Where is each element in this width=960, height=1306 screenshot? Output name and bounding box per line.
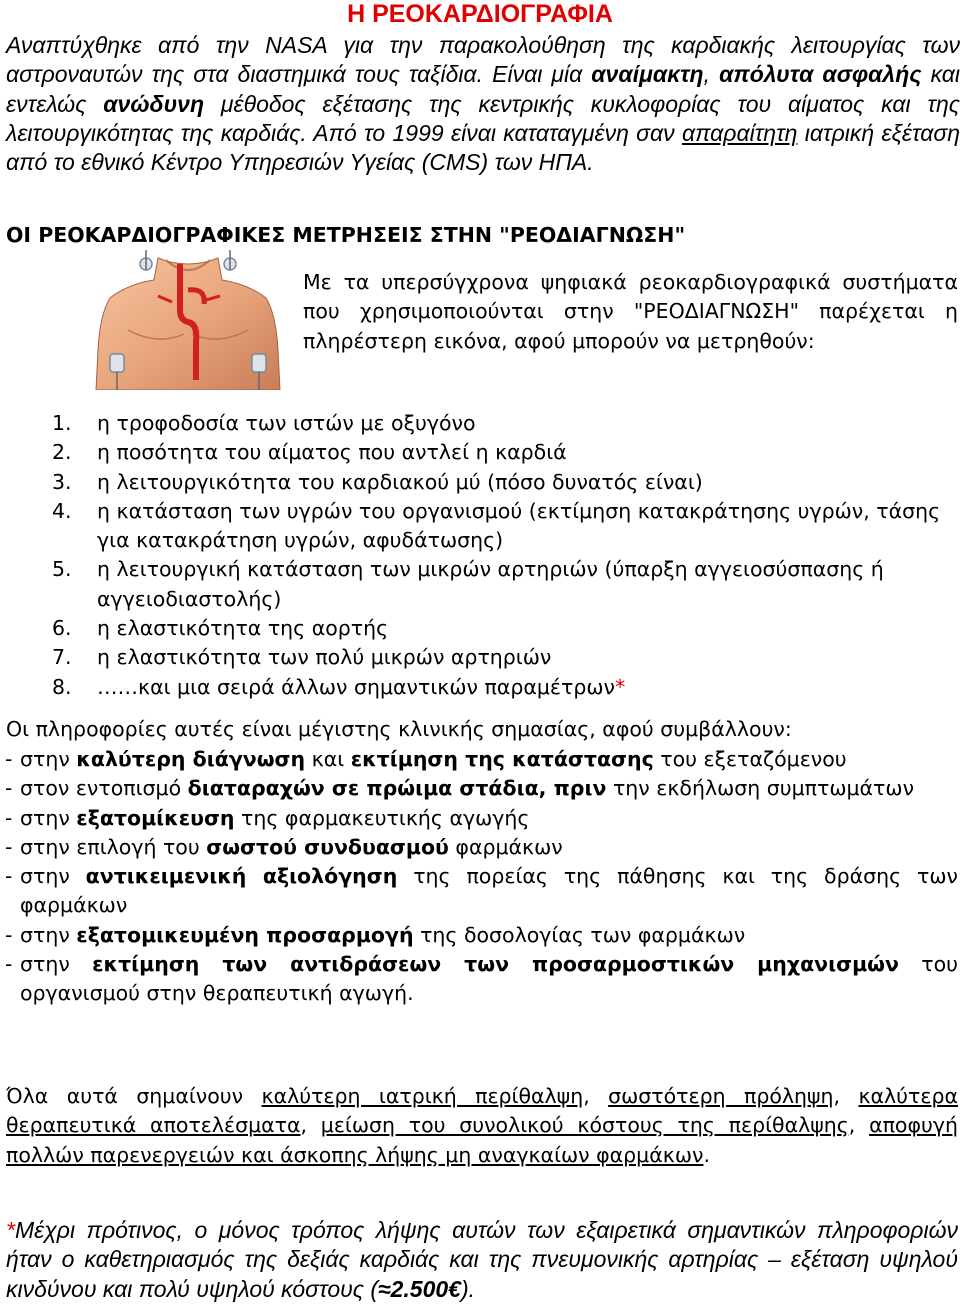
summary-paragraph (6, 1082, 958, 1170)
list-item (0, 673, 960, 702)
list-number: 6. (52, 616, 72, 641)
list-item-text: και (305, 747, 351, 771)
footnote-text: Μέχρι πρότινος, ο μόνος τρόπος λήψης αυτών των εξαιρετικά σημαντικών πληροφοριών ήταν ο καθετηριασμός της δεξιάς καρδιάς και της πνευμονικής αρτηρίας – εξέταση υψηλού κινδύνου και πολύ υψηλού κόστους ( (6, 1217, 958, 1302)
list-item-text: της δοσολογίας των φαρμάκων (413, 922, 746, 947)
list-item-bold: αντικειμενική αξιολόγηση (85, 864, 398, 889)
list-item (0, 555, 960, 614)
footnote-paragraph (6, 1216, 958, 1304)
list-item (0, 643, 960, 672)
summary-text: , (583, 1084, 609, 1108)
list-dash: - (5, 834, 13, 859)
list-item (0, 774, 960, 803)
summary-underline: μείωση του συνολικού κόστους της περίθαλψης (320, 1113, 849, 1138)
list-item-bold: εξατομίκευση (76, 805, 235, 830)
list-item-bold: εξατομικευμένη προσαρμογή (76, 922, 414, 947)
list-item (0, 745, 960, 774)
intro-text: μέθοδος εξέτασης της κεντρικής κυκλοφορίας του αίματος και της λειτουργικότητας της καρδιάς. Από το 1999 είναι καταταγμένη σαν (6, 90, 960, 146)
list-dash: - (5, 747, 13, 771)
summary-underline: καλύτερη ιατρική περίθαλψη (261, 1084, 584, 1108)
benefits-intro: Οι πληροφορίες αυτές είναι μέγιστης κλινικής σημασίας, αφού συμβάλλουν: (6, 717, 792, 741)
section-heading: ΟΙ ΡΕΟΚΑΡΔΙΟΓΡΑΦΙΚΕΣ ΜΕΤΡΗΣΕΙΣ ΣΤΗΝ "ΡΕΟΔΙΑΓΝΩΣΗ" (6, 223, 686, 247)
list-item (0, 862, 960, 921)
summary-text: . (703, 1142, 710, 1167)
list-number: 1. (52, 411, 72, 435)
measurements-list (0, 409, 960, 702)
list-item-text: φαρμάκων (448, 834, 563, 859)
list-item-text: στην (20, 747, 77, 771)
summary-underline: αποφυγή πολλών παρενεργειών και άσκοπης λήψης μη αναγκαίων φαρμάκων (6, 1113, 958, 1167)
intro-text: ιατρική εξέταση από το εθνικό Κέντρο Υπηρεσιών Υγείας (CMS) των ΗΠΑ. (6, 119, 960, 176)
list-item-text: ……και μια σειρά άλλων σημαντικών παραμέτρων (97, 674, 615, 699)
list-item-text: στην (20, 952, 93, 977)
list-item (0, 497, 960, 556)
list-item-text: στην (20, 922, 77, 947)
list-item-text: στην (20, 864, 86, 889)
torso-with-electrodes-icon (88, 250, 288, 390)
list-item (0, 614, 960, 643)
footnote-asterisk: * (615, 674, 626, 699)
list-item-text: την εκδήλωση συμπτωμάτων (606, 776, 915, 801)
list-item-text: η ελαστικότητα των πολύ μικρών αρτηριών (97, 645, 552, 670)
summary-underline: σωστότερη πρόληψη (608, 1084, 834, 1108)
side-paragraph: Με τα υπερσύγχρονα ψηφιακά ρεοκαρδιογραφικά συστήματα που χρησιμοποιούνται στην "ΡΕΟΔΙΑΓΝΩΣΗ" παρέχεται η πληρέστερη εικόνα, αφού μπορούν να μετρηθούν: (303, 270, 958, 353)
list-item-text: της πορείας της πάθησης και της δράσης των φαρμάκων (20, 864, 958, 918)
list-number: 5. (52, 557, 72, 582)
page-title: Η ΡΕΟΚΑΡΔΙΟΓΡΑΦΙΑ (347, 0, 613, 28)
summary-text: , (848, 1113, 870, 1138)
footnote-asterisk: * (6, 1217, 15, 1243)
list-item-text: η ελαστικότητα της αορτής (97, 616, 389, 641)
intro-bold-painless: ανώδυνη (103, 90, 205, 117)
list-item-text: του οργανισμού στην θεραπευτική αγωγή. (20, 952, 958, 1006)
list-item-text: η κατάσταση των υγρών του οργανισμού (εκτίμηση κατακράτησης υγρών, τάσης για κατακράτηση υγρών, αφυδάτωσης) (97, 498, 941, 553)
intro-text: και εντελώς (6, 61, 960, 117)
list-item-text: στην (20, 805, 77, 830)
list-item (0, 438, 960, 467)
list-item (0, 409, 960, 438)
list-number: 2. (52, 440, 72, 465)
footnote-text: ). (460, 1275, 476, 1302)
list-item-text: στον εντοπισμό (20, 776, 188, 801)
list-item-text: η λειτουργικότητα του καρδιακού μύ (πόσο δυνατός είναι) (97, 469, 703, 494)
list-item-bold: εκτίμηση της κατάστασης (350, 747, 654, 771)
list-item-bold: σωστού συνδυασμού (206, 834, 449, 859)
list-item (0, 950, 960, 1009)
list-dash: - (5, 952, 13, 977)
list-item (0, 468, 960, 497)
list-item (0, 921, 960, 950)
list-item-bold: διαταραχών σε πρώιμα στάδια, πριν (187, 776, 607, 801)
list-item-bold: καλύτερη διάγνωση (76, 747, 306, 771)
intro-text: , (703, 61, 720, 88)
list-number: 4. (52, 498, 72, 523)
intro-bold-bloodless: αναίμακτη (591, 61, 704, 88)
list-item (0, 833, 960, 862)
list-item-text: η λειτουργική κατάσταση των μικρών αρτηριών (ύπαρξη αγγειοσύσπασης ή αγγειοδιαστολής) (97, 557, 884, 611)
intro-paragraph (6, 31, 960, 177)
summary-underline: καλύτερα θεραπευτικά αποτελέσματα (6, 1084, 958, 1138)
list-item-text: η ποσότητα του αίματος που αντλεί η καρδιά (97, 440, 567, 465)
list-item-text: η τροφοδοσία των ιστών με οξυγόνο (97, 411, 476, 435)
list-dash: - (5, 776, 13, 801)
benefits-list (0, 745, 960, 1009)
list-dash: - (5, 805, 13, 830)
footnote-cost: ≈2.500€ (378, 1275, 461, 1302)
list-item-text: στην επιλογή του (20, 834, 207, 859)
list-item-text: του εξεταζόμενου (653, 747, 847, 771)
list-dash: - (5, 922, 13, 947)
summary-text: , (300, 1113, 321, 1138)
intro-text: Αναπτύχθηκε από την NASA για την παρακολούθηση της καρδιακής λειτουργίας των αστροναυτών της στα διαστημικά τους ταξίδια. Είναι μία (6, 32, 960, 88)
list-number: 8. (52, 674, 72, 699)
list-item-text: της φαρμακευτικής αγωγής (234, 805, 530, 830)
list-number: 7. (52, 645, 72, 670)
summary-text: , (833, 1084, 859, 1108)
intro-underline-required: απαραίτητη (681, 119, 798, 146)
list-item-bold: εκτίμηση των αντιδράσεων των προσαρμοστικών μηχανισμών (92, 952, 899, 977)
list-number: 3. (52, 469, 72, 494)
intro-bold-safe: απόλυτα ασφαλής (719, 61, 922, 88)
summary-text: Όλα αυτά σημαίνουν (6, 1084, 262, 1108)
list-dash: - (5, 864, 13, 889)
list-item (0, 804, 960, 833)
